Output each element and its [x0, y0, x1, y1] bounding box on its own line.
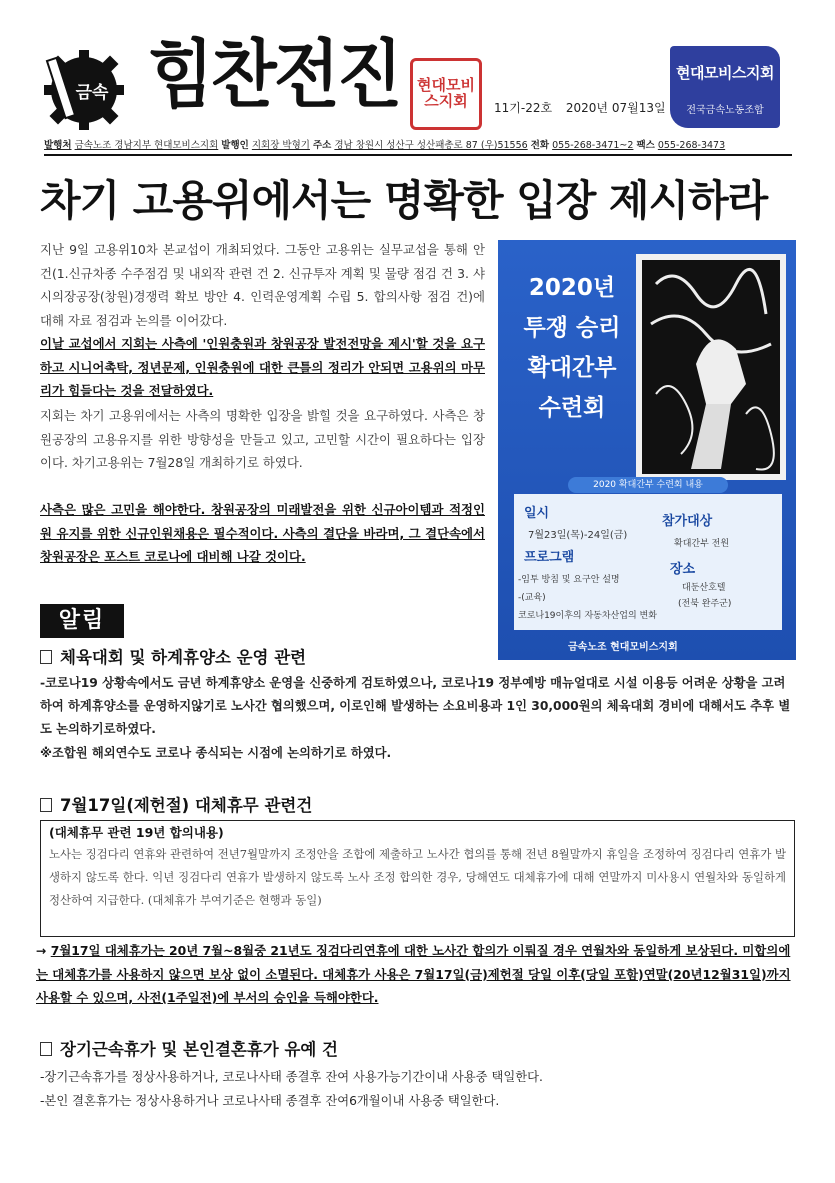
training-poster [498, 240, 796, 660]
where-label: 장소 [670, 562, 696, 577]
result-text: 7월17일 대체휴가는 20년 7월~8월중 21년도 징검다리연휴에 대한 노사간 합의가 이뤄질 경우 연월차와 동일하게 보상된다. 미합의에는 대체휴가를 사용하지 않으면 보상 없이 소멸된다. 대체휴가 사용은 7월17일(금)제헌절 당일 이후(당일 포함)연말(20년12월31일)까지 사용할 수 있으며, 사전(1주일전)에 부서의 승인을 득해야한다. [36, 943, 791, 1005]
publisher-bar [44, 137, 792, 156]
address-label: 주소 [312, 140, 332, 151]
issue-date: 2020년 07월13일 [565, 101, 666, 115]
phone-label: 전화 [530, 140, 550, 151]
agreement-heading: (대체휴무 관련 19년 합의내용) [49, 825, 224, 840]
article-paragraph-emphasis [40, 332, 485, 403]
where-value: 대둔산호텔 [682, 583, 726, 593]
phone-value: 055-268-3471~2 [552, 140, 634, 151]
section-title-text: 7월17일(제헌절) 대체휴무 관련건 [60, 796, 313, 815]
poster-title-line: 투쟁 승리 [523, 315, 621, 341]
poster-title-line: 수련회 [538, 395, 606, 421]
checkbox-icon [40, 1042, 52, 1056]
article-paragraph: 지난 9일 고용위10차 본교섭이 개최되었다. 그동안 고용위는 실무교섭을 통해 안건(1.신규차종 수주점검 및 내외작 관련 건 2. 신규투자 계획 및 물량 점검 건 3. 샤시의장공장(창원)경쟁력 확보 방안 4. 인력운영계획 수립 5. 합의사항 점검 건)에 대해 자료 점검과 논의를 이어갔다. [40, 242, 485, 328]
poster-title [516, 268, 628, 428]
fist-woodcut-image [636, 254, 786, 480]
emphasis-text: 사측은 많은 고민을 해야한다. 창원공장의 미래발전을 위한 신규아이템과 적정인원 유지를 위한 신규인원채용은 필수적이다. 사측의 결단을 바라며, 그 결단속에서 창원공장은 포스트 코로나에 대비해 나갈 것이다. [40, 502, 485, 564]
section-note: ※조합원 해외연수도 코로나 종식되는 시점에 논의하기로 하였다. [40, 746, 392, 760]
poster-info-card [514, 494, 782, 630]
program-item: 코로나19이후의 자동차산업의 변화 [518, 611, 657, 621]
when-value: 7월23일(목)-24일(금) [528, 530, 628, 541]
section-title-text: 체육대회 및 하계휴양소 운영 관련 [60, 648, 307, 667]
gear-badge-text: 금속 [75, 83, 109, 103]
who-label: 참가대상 [662, 514, 713, 529]
poster-band: 2020 확대간부 수련회 내용 [568, 477, 728, 493]
seal-stamp: 현대모비스지회 [410, 58, 482, 130]
section-line: -본인 결혼휴가는 정상사용하거나 코로나사태 종결후 잔여6개월이내 사용중 택일한다. [40, 1094, 500, 1108]
publisher-label: 발행처 [44, 140, 72, 151]
when-label: 일시 [524, 506, 550, 521]
notice-tag: 알림 [40, 604, 124, 638]
address-value: 경남 창원시 성산구 성산패총로 87 (우)51556 [334, 140, 528, 151]
emphasis-text: 이날 교섭에서 지회는 사측에 '인원충원과 창원공장 발전전망을 제시'할 것을 요구하고 시니어촉탁, 정년문제, 인원충원에 대한 큰틀의 정리가 안되면 고용위의 마무리가 힘들다는 것을 전달하였다. [40, 336, 485, 398]
agreement-box [40, 820, 795, 937]
agreement-body: 노사는 징검다리 연휴와 관련하여 전년7월말까지 조정안을 조합에 제출하고 노사간 협의를 통해 전년 8월말까지 휴일을 조정하여 징검다리 연휴가 발생하지 않도록 한다. 익년 징검다리 연휴가 발생하지 않도록 노사 조정 합의한 경우, 당해연도 대체휴가에 대해 연말까지 미사용시 연월차와 동일하게 정산하여 지급한다. (대체휴가 부여기준은 현행과 동일) [49, 847, 786, 907]
program-label: 프로그램 [524, 550, 575, 565]
publisher-value: 금속노조 경남지부 현대모비스지회 [74, 140, 219, 151]
fax-value: 055-268-3473 [657, 140, 726, 151]
fax-label: 팩스 [636, 140, 655, 151]
union-flag [670, 46, 780, 128]
article-paragraph: 지회는 차기 고용위에서는 사측의 명확한 입장을 밝힐 것을 요구하였다. 사측은 창원공장의 고용유지를 위한 방향성을 만들고 있고, 고민할 시간이 필요하다는 입장이다. 차기고용위는 7월28일 개최하기로 하였다. [40, 408, 485, 470]
issue-number: 11기-22호 [494, 101, 553, 115]
checkbox-icon [40, 798, 52, 812]
article-paragraph-emphasis [40, 498, 485, 569]
headline: 차기 고용위에서는 명확한 입장 제시하라 [40, 176, 768, 225]
section-body: -코로나19 상황속에서도 금년 하계휴양소 운영을 신중하게 검토하였으나, 코로나19 정부예방 매뉴얼대로 시설 이용등 어려운 상황을 고려하여 하계휴양소를 운영하지않기로 노사간 협의했으며, 이로인해 발생하는 소요비용과 1인 30,000원의 체육대회 경비에 대해서도 추후 별도 논의하기로하였다. [40, 676, 791, 736]
who-value: 확대간부 전원 [674, 539, 730, 549]
masthead-title: 힘찬전진 [148, 32, 401, 118]
section-title-text: 장기근속휴가 및 본인결혼휴가 유예 건 [60, 1040, 339, 1059]
poster-footer: 금속노조 현대모비스지회 [568, 642, 678, 653]
section-title [40, 792, 312, 816]
section-title [40, 644, 306, 668]
program-item: -(교육) [518, 593, 546, 603]
section-line: -장기근속휴가를 정상사용하거나, 코로나사태 종결후 잔여 사용가능기간이내 사용중 택일한다. [40, 1070, 543, 1084]
gear-logo-icon [42, 48, 126, 132]
checkbox-icon [40, 650, 52, 664]
issue-info [494, 99, 676, 116]
flag-subtitle: 전국금속노동조합 [686, 105, 764, 116]
flag-title: 현대모비스지회 [676, 64, 774, 82]
issuer-label: 발행인 [221, 140, 249, 151]
poster-title-line: 확대간부 [527, 355, 617, 381]
issuer-value: 지회장 박형기 [251, 140, 310, 151]
section-title [40, 1036, 338, 1060]
poster-title-line: 2020년 [528, 275, 616, 301]
where-value: (전북 완주군) [678, 599, 732, 609]
program-item: -임투 방침 및 요구안 설명 [518, 575, 620, 585]
arrow-icon: → [36, 943, 47, 958]
result-paragraph [36, 939, 796, 1010]
